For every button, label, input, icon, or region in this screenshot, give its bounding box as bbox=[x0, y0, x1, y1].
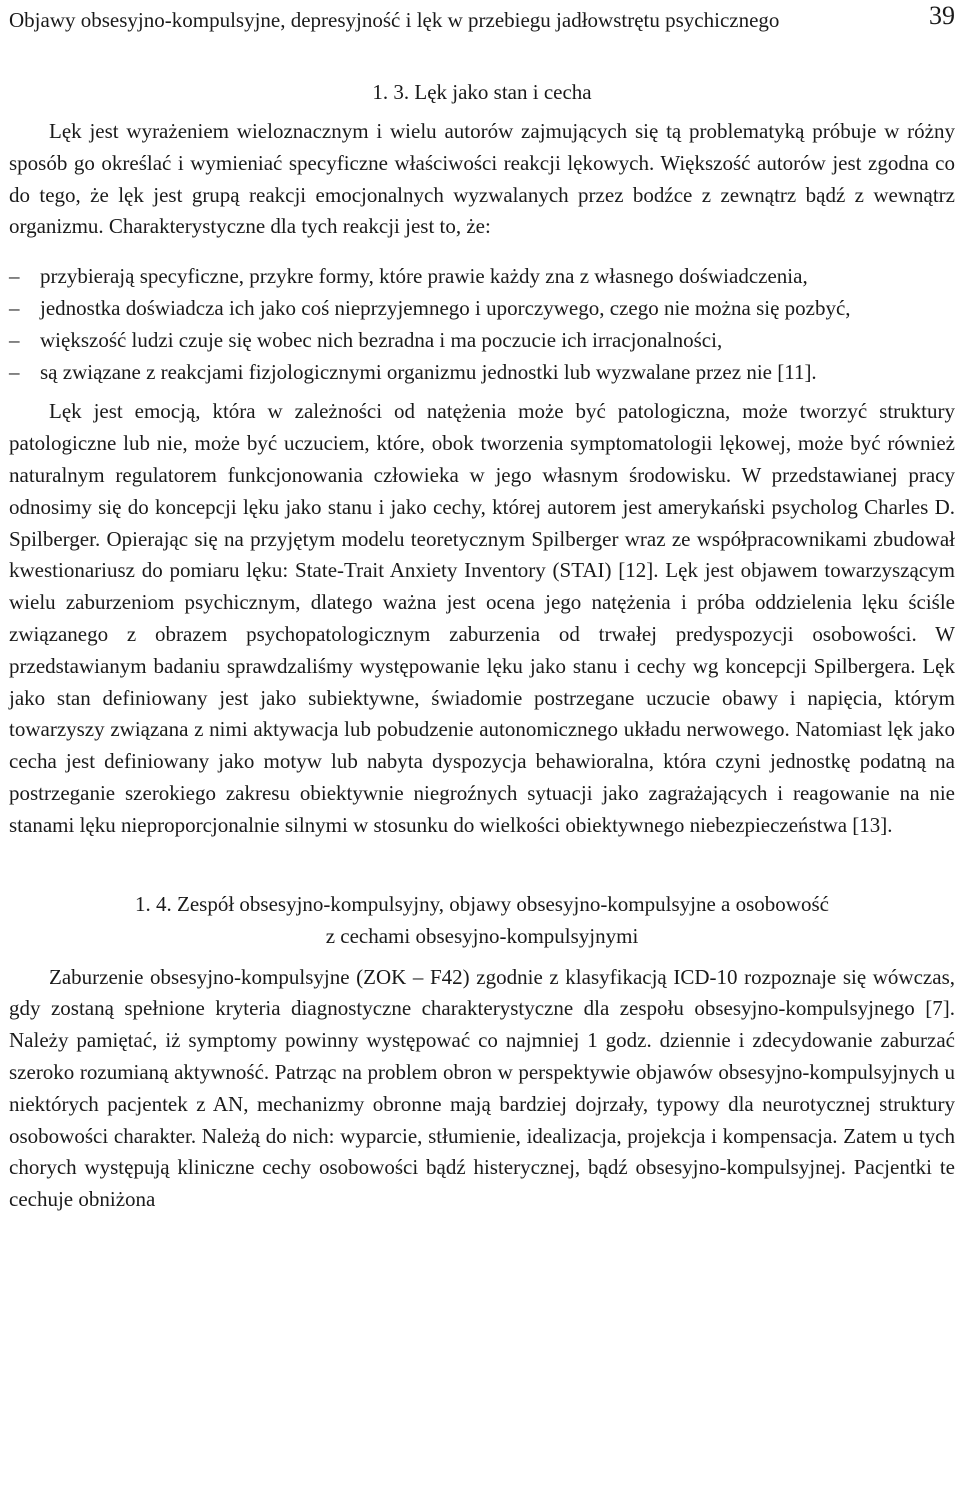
list-item bbox=[9, 325, 955, 357]
section-1-3-intro: Lęk jest wyrażeniem wieloznacznym i wielu autorów zajmujących się tą problematyką próbuje w różny sposób go określać i wymieniać specyficzne właściwości reakcji lękowych. Większość autorów jest zgodna co do tego, że lęk jest grupą reakcji emocjonalnych wyzwalanych przez bodźce z zewnątrz bądź z wewnątrz organizmu. Charakterystyczne dla tych reakcji jest to, że: bbox=[9, 119, 955, 239]
section-heading-1-4-line-2: z cechami obsesyjno-kompulsyjnymi bbox=[325, 923, 639, 948]
list-item bbox=[9, 293, 955, 325]
section-heading-1-3: 1. 3. Lęk jako stan i cecha bbox=[372, 80, 592, 104]
list-item bbox=[9, 261, 955, 293]
section-heading-1-4-line-1: 1. 4. Zespół obsesyjno-kompulsyjny, objawy obsesyjno-kompulsyjne a osobowość bbox=[135, 891, 829, 916]
running-head-title: Objawy obsesyjno-kompulsyjne, depresyjność i lęk w przebiegu jadłowstrętu psychicznego bbox=[9, 8, 780, 32]
section-heading-1-4 bbox=[9, 888, 955, 952]
dash-marker: – bbox=[9, 359, 20, 384]
list-item-text: są związane z reakcjami fizjologicznymi organizmu jednostki lub wyzwalane przez nie [11]. bbox=[40, 359, 817, 384]
reaction-characteristics-list bbox=[9, 261, 955, 388]
dash-marker: – bbox=[9, 264, 20, 289]
section-1-3-body: Lęk jest emocją, która w zależności od natężenia może być patologiczna, może tworzyć struktury patologiczne lub nie, może być uczuciem, które, obok tworzenia symptomatologii lękowej, może być również naturalnym regulatorem funkcjonowania człowieka w jego własnym środowisku. W przedstawianej pracy odnosimy się do koncepcji lęku jako stanu i jako cechy, której autorem jest amerykański psycholog Charles D. Spilberger. Opierając się na przyjętym modelu teoretycznym Spilberger wraz ze współpracownikami zbudował kwestionariusz do pomiaru lęku: State-Trait Anxiety Inventory (STAI) [12]. Lęk jest objawem towarzyszącym wielu zaburzeniom psychicznym, dlatego ważna jest ocena jego natężenia i próba oddzielenia lęku ściśle związanego z obrazem psychopatologicznym zaburzenia od trwałej predyspozycji osobowości. W przedstawianym badaniu sprawdzaliśmy występowanie lęku jako stanu i cechy wg koncepcji Spilbergera. Lęk jako stan definiowany jest jako subiektywne, świadomie postrzegane uczucie obawy i napięcia, którym towarzyszy związana z nimi aktywacja lub pobudzenie autonomicznego układu nerwowego. Natomiast lęk jako cecha jest definiowany jako motyw lub nabyta dyspozycja behawioralna, która czyni jednostkę podatną na postrzeganie szerokiego zakresu obiektywnie niegroźnych sytuacji jako zagrażających i reagowanie na nie stanami lęku nieproporcjonalnie silnymi w stosunku do wielkości obiektywnego niebezpieczeństwa [13]. bbox=[9, 399, 955, 837]
dash-marker: – bbox=[9, 327, 20, 352]
page-number: 39 bbox=[929, 1, 955, 30]
dash-marker: – bbox=[9, 295, 20, 320]
section-1-4-body: Zaburzenie obsesyjno-kompulsyjne (ZOK – F42) zgodnie z klasyfikacją ICD-10 rozpoznaje się wówczas, gdy zostaną spełnione kryteria diagnostyczne charakterystyczne dla zespołu obsesyjno-kompulsyjnego [7]. Należy pamiętać, iż symptomy powinny występować co najmniej 1 godz. dziennie i zdecydowanie zaburzać szeroko rozumianą aktywność. Patrząc na problem obron w perspektywie objawów obsesyjno-kompulsyjnych u niektórych pacjentek z AN, mechanizmy obronne mają bardziej dojrzały, typowy dla neurotycznej struktury osobowości charakter. Należą do nich: wyparcie, stłumienie, idealizacja, projekcja i kompensacja. Zatem u tych chorych występują kliniczne cechy osobowości bądź histerycznej, bądź obsesyjno-kompulsyjnej. Pacjentki te cechuje obniżona bbox=[9, 964, 955, 1212]
running-head bbox=[9, 0, 955, 46]
list-item-text: większość ludzi czuje się wobec nich bezradna i ma poczucie ich irracjonalności, bbox=[40, 327, 723, 352]
list-item-text: przybierają specyficzne, przykre formy, które prawie każdy zna z własnego doświadczenia, bbox=[40, 264, 808, 289]
list-item-text: jednostka doświadcza ich jako coś nieprzyjemnego i uporczywego, czego nie można się pozbyć, bbox=[40, 295, 851, 320]
document-page bbox=[9, 0, 955, 1216]
list-item bbox=[9, 357, 955, 389]
